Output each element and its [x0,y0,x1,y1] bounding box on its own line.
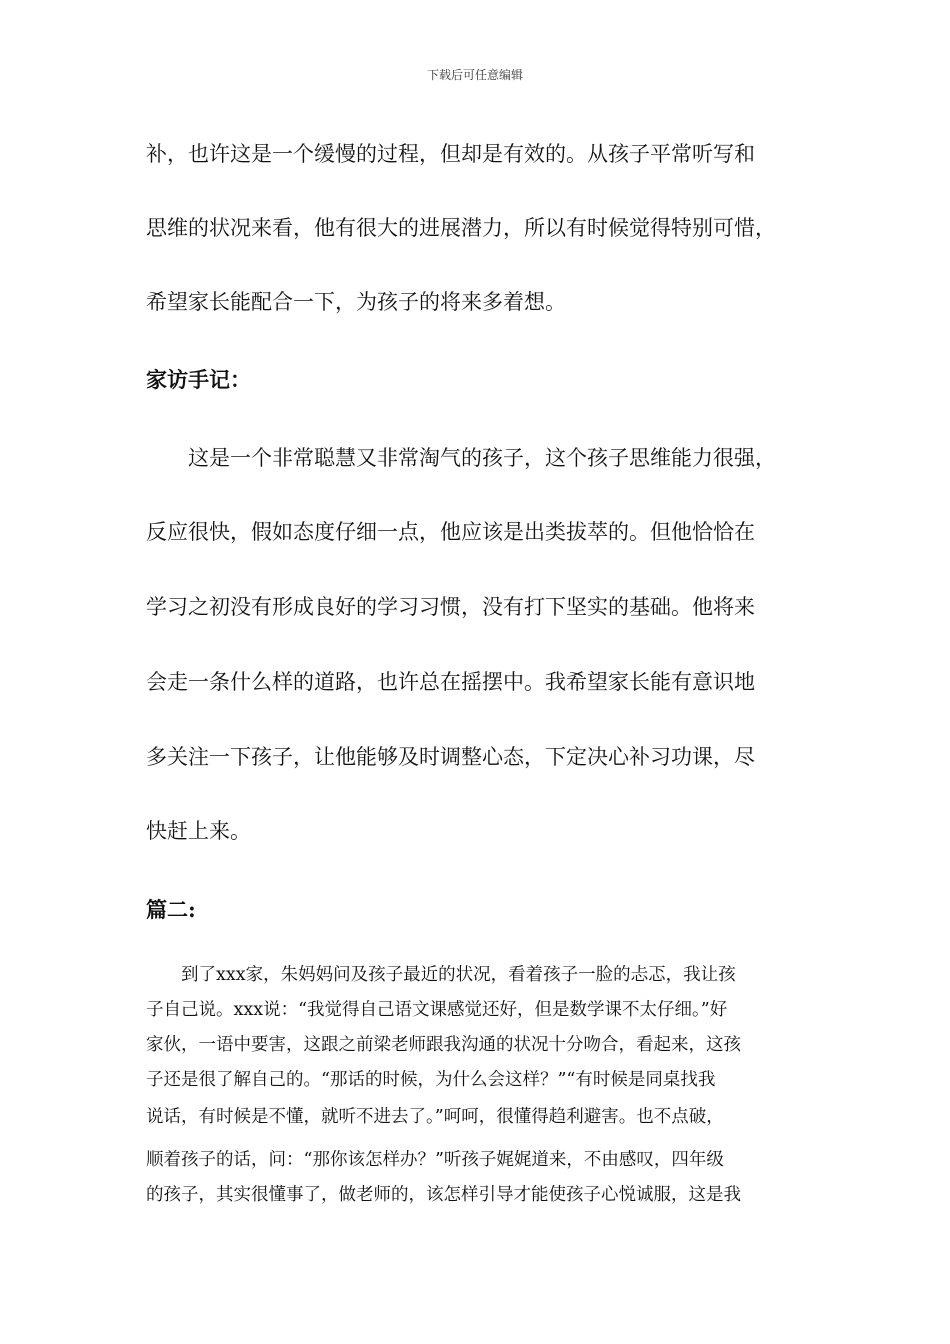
paragraph-line: 家伙，一语中要害，这跟之前梁老师跟我沟通的状况十分吻合，看起来，这孩 [146,1035,741,1055]
heading-home-visit: 家访手记： [146,367,251,392]
paragraph-line: 说话，有时候是不懂，就听不进去了。”呵呵，很懂得趋利避害。也不点破， [146,1107,724,1127]
paragraph-line: 快赶上来。 [146,819,251,843]
paragraph-line: 思维的状况来看，他有很大的进展潜力，所以有时候觉得特别可惜， [146,216,776,240]
header-note: 下载后可任意编辑 [426,68,523,82]
paragraph-line: 会走一条什么样的道路，也许总在摇摆中。我希望家长能有意识地 [146,670,755,694]
paragraph-line: 顺着孩子的话，问：“那你该怎样办？”听孩子娓娓道来，不由感叹，四年级 [146,1150,724,1170]
paragraph-line: 希望家长能配合一下，为孩子的将来多着想。 [146,290,566,314]
paragraph-line: 补，也许这是一个缓慢的过程，但却是有效的。从孩子平常听写和 [146,142,755,166]
paragraph-line: 多关注一下孩子，让他能够及时调整心态，下定决心补习功课，尽 [146,745,755,769]
paragraph-line: 子还是很了解自己的。“那话的时候，为什么会这样？”“有时候是同桌找我 [146,1070,716,1090]
paragraph-line: 反应很快，假如态度仔细一点，他应该是出类拔萃的。但他恰恰在 [146,520,755,544]
heading-part-two: 篇二: [146,897,196,922]
paragraph-line: 子自己说。xxx说：“我觉得自己语文课感觉还好，但是数学课不太仔细。”好 [146,1000,728,1020]
paragraph-line: 这是一个非常聪慧又非常淘气的孩子，这个孩子思维能力很强， [188,446,776,470]
paragraph-line: 到了xxx家，朱妈妈问及孩子最近的状况，看着孩子一脸的忐忑，我让孩 [181,965,736,985]
paragraph-line: 的孩子，其实很懂事了，做老师的，该怎样引导才能使孩子心悦诚服，这是我 [146,1185,741,1205]
paragraph-line: 学习之初没有形成良好的学习习惯，没有打下坚实的基础。他将来 [146,595,755,619]
